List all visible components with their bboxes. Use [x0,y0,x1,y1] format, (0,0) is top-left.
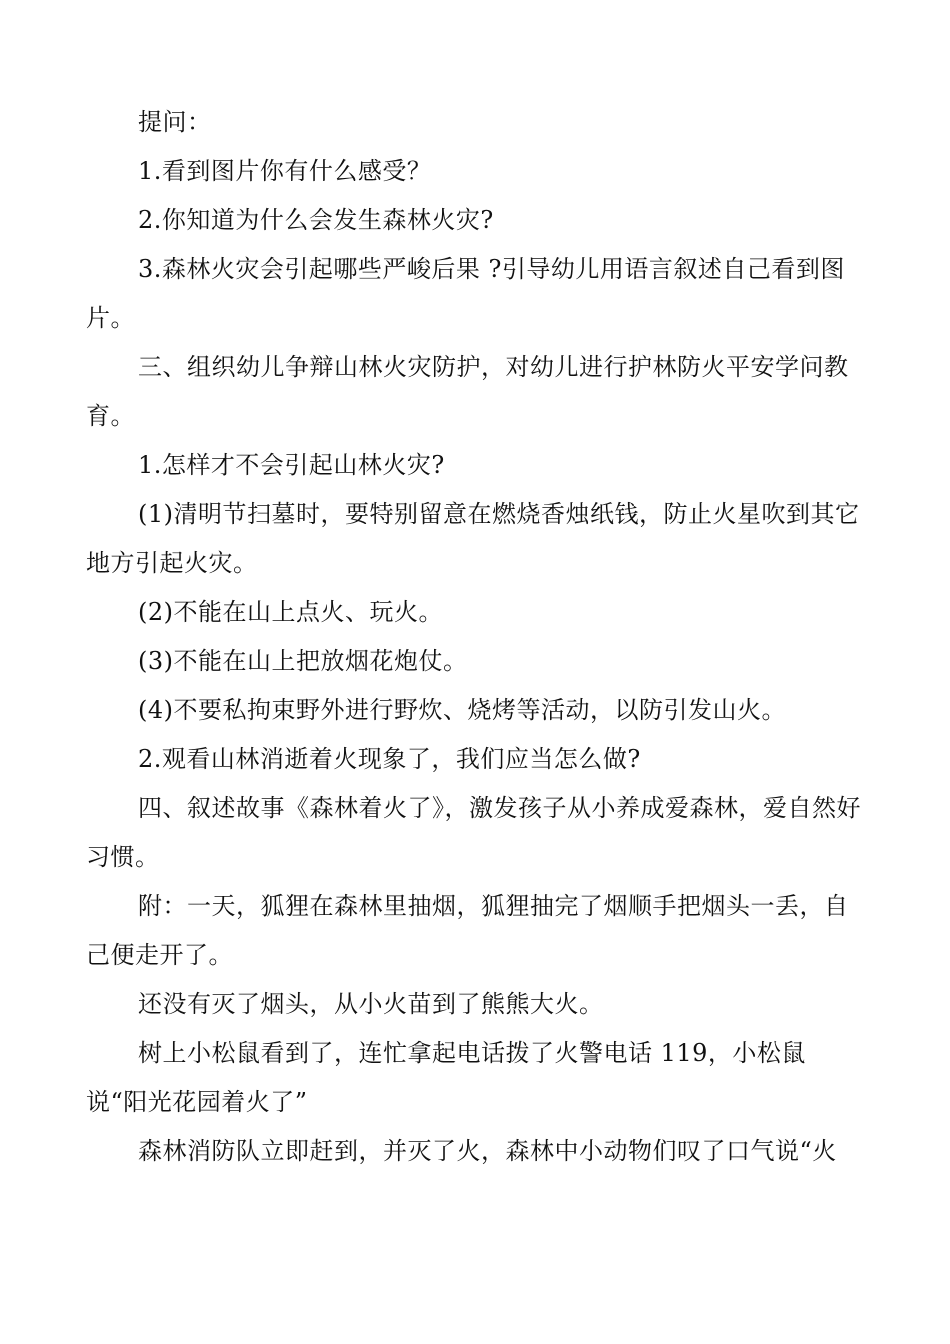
paragraph-story-3: 树上小松鼠看到了，连忙拿起电话拨了火警电话 119，小松鼠说“阳光花园着火了” [86,1039,806,1116]
paragraph-section-4-heading: 四、叙述故事《森林着火了》，激发孩子从小养成爱森林，爱自然好习惯。 [86,794,861,871]
paragraph-question-1: 1.看到图片你有什么感受？ [138,157,432,185]
paragraph-story-1: 附：一天，狐狸在森林里抽烟，狐狸抽完了烟顺手把烟头一丢，自己便走开了。 [86,892,849,969]
paragraph-what-to-do: 2.观看山林消逝着火现象了，我们应当怎么做? [138,745,641,773]
paragraph-rule-4: (4)不要私拘束野外进行野炊、烧烤等活动，以防引发山火。 [138,696,786,724]
document-body [86,98,866,1176]
paragraph-question-2: 2.你知道为什么会发生森林火灾? [138,206,494,234]
paragraph-question-3: 3.森林火灾会引起哪些严峻后果 ?引导幼儿用语言叙述自己看到图片。 [86,255,845,332]
paragraph-question-heading: 提问： [138,108,212,136]
paragraph-story-2: 还没有灭了烟头，从小火苗到了熊熊大火。 [138,990,604,1018]
paragraph-section-3-heading: 三、组织幼儿争辩山林火灾防护，对幼儿进行护林防火平安学问教育。 [86,353,849,430]
paragraph-rule-2: (2)不能在山上点火、玩火。 [138,598,443,626]
paragraph-how-to-prevent: 1.怎样才不会引起山林火灾? [138,451,445,479]
paragraph-story-4: 森林消防队立即赶到，并灭了火，森林中小动物们叹了口气说“火 [138,1137,837,1165]
paragraph-rule-1: (1)清明节扫墓时，要特别留意在燃烧香烛纸钱，防止火星吹到其它地方引起火灾。 [86,500,860,577]
paragraph-rule-3: (3)不能在山上把放烟花炮仗。 [138,647,468,675]
